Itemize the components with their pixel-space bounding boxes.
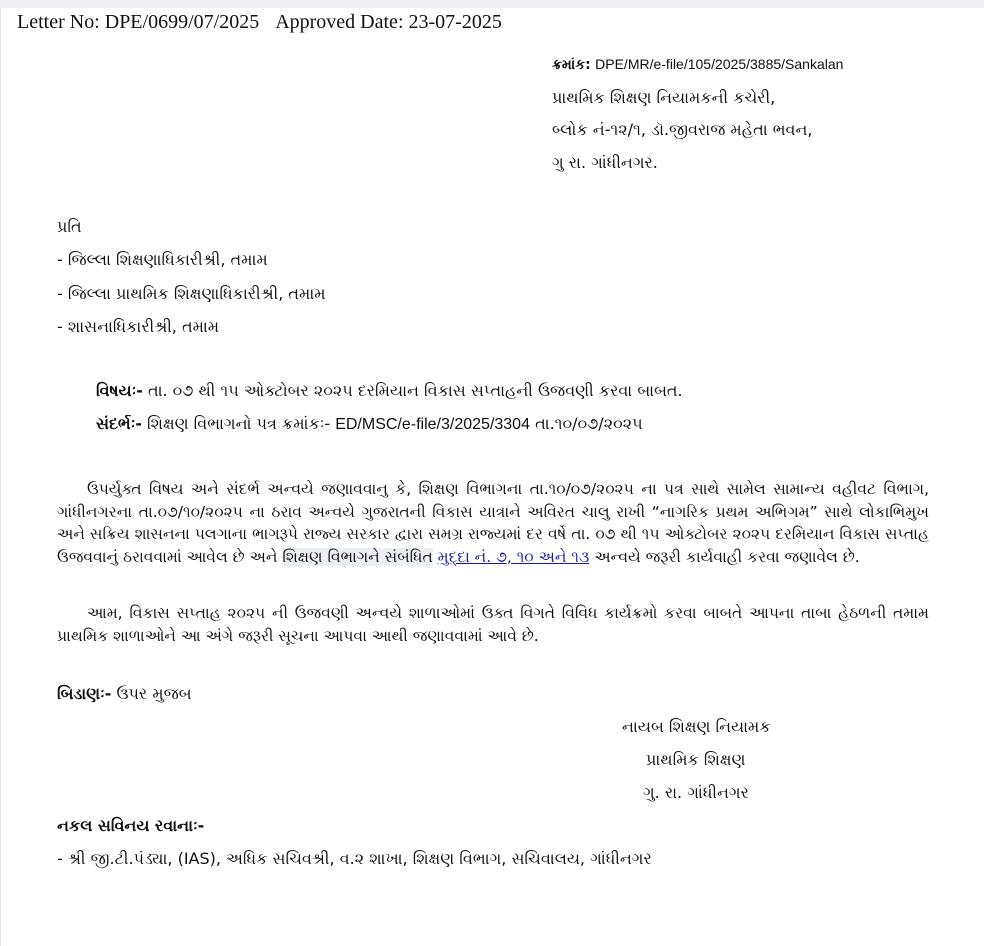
letter-header xyxy=(17,11,502,34)
file-reference-number: DPE/MR/e-file/105/2025/3885/Sankalan xyxy=(595,56,844,72)
enclosure-label: બિડાણઃ- xyxy=(57,684,112,703)
letter-number: Letter No: DPE/0699/07/2025 xyxy=(17,11,260,33)
reference-line xyxy=(96,414,643,434)
office-line-1: પ્રાથમિક શિક્ષણ નિયામકની કચેરી, xyxy=(552,88,776,107)
signature-line-2: પ્રાથમિક શિક્ષણ xyxy=(646,750,746,769)
recipient-item: - જિલ્લા પ્રાથમિક શિક્ષણાધિકારીશ્રી, તમામ xyxy=(57,284,326,303)
office-line-3: ગુ રા. ગાંધીનગર. xyxy=(552,153,658,172)
signature-line-3: ગુ. રા. ગાંધીનગર xyxy=(643,783,749,802)
enclosure-text: ઉપર મુજબ xyxy=(111,684,192,703)
signature-line-1: નાયબ શિક્ષણ નિયામક xyxy=(622,717,771,736)
recipient-item: - શાસનાધિકારીશ્રી, તમામ xyxy=(57,317,220,336)
points-link[interactable]: મુદ્દા નં. ૭, ૧૦ અને ૧૩ xyxy=(437,547,590,566)
approved-date: Approved Date: 23-07-2025 xyxy=(275,11,502,33)
enclosure-line xyxy=(57,684,192,704)
subject-line xyxy=(96,381,683,401)
file-reference xyxy=(552,56,843,73)
subject-label: વિષયઃ- xyxy=(96,381,143,400)
subject-text: તા. ૦૭ થી ૧૫ ઓક્ટોબર ૨૦૨૫ દરમિયાન વિકાસ સપ્તાહની ઉજવણી કરવા બાબત. xyxy=(142,381,683,400)
recipients-heading: પ્રતિ xyxy=(57,217,82,236)
body-paragraph-2 xyxy=(57,602,929,647)
paragraph-2-text: આમ, વિકાસ સપ્તાહ ૨૦૨૫ ની ઉજવણી અન્વયે શાળાઓમાં ઉક્ત વિગતે વિવિધ કાર્યક્રમો કરવા બાબતે આપના તાબા હેઠળની તમામ પ્રાથમિક શાળાઓને આ અંગે જરૂરી સૂચના આપવા આથી જણાવવામાં આવે છે. xyxy=(57,604,929,645)
page-left-edge xyxy=(0,8,1,946)
reference-text: શિક્ષણ વિભાગનો પત્ર ક્રમાંકઃ- xyxy=(141,414,336,433)
reference-date: તા.૧૦/૦૭/૨૦૨૫ xyxy=(529,414,643,433)
office-line-2: બ્લોક નં-૧૨/૧, ડૉ.જીવરાજ મહેતા ભવન, xyxy=(552,120,813,139)
recipient-item: - જિલ્લા શિક્ષણાધિકારીશ્રી, તમામ xyxy=(57,250,268,269)
paragraph-1-text: ઉપર્યુક્ત વિષય અને સંદર્ભ અન્વયે જણાવવાનુ કે, શિક્ષણ વિભાગના તા.૧૦/૦૭/૨૦૨૫ ના પત્ર સાથે સામેલ સામાન્ય વહીવટ વિભાગ, ગાંધીનગરના તા.૦૭/૧૦/૨૦૨૫ ના ઠરાવ અન્વયે ગુજરાતની વિકાસ યાત્રાને અવિરત ચાલુ રાખી “નાગરિક પ્રથમ અભિગમ” સાથે લોકાભિમુખ અને સક્રિય શાસનના પલગાના ભાગરૂપે રાજ્ય સરકાર દ્વારા સમગ્ર રાજ્યમાં દર વર્ષે તા. ૦૭ થી ૧૫ ઓક્ટોબર ૨૦૨૫ દરમિયાન વિકાસ સપ્તાહ ઉજવવાનું ઠરાવવામાં આવેલ છે અને xyxy=(57,480,929,566)
paragraph-1-highlight: શિક્ષણ વિભાગને સંબંધિત xyxy=(282,547,433,566)
body-paragraph-1 xyxy=(57,478,929,568)
copy-to-item: - શ્રી જી.ટી.પંડ્યા, (IAS), અધિક સચિવશ્રી, વ.૨ શાખા, શિક્ષણ વિભાગ, સચિવાલય, ગાંધીનગર xyxy=(57,849,652,868)
copy-to-heading: નકલ સવિનય રવાનાઃ- xyxy=(57,816,205,835)
top-strip xyxy=(0,0,984,8)
file-reference-label: ક્રમાંક: xyxy=(552,57,591,73)
paragraph-1-end: અન્વયે જરૂરી કાર્યવાહી કરવા જણાવેલ છે. xyxy=(589,547,860,566)
reference-label: સંદર્ભઃ- xyxy=(96,414,142,433)
reference-file-number: ED/MSC/e-file/3/2025/3304 xyxy=(335,416,530,433)
